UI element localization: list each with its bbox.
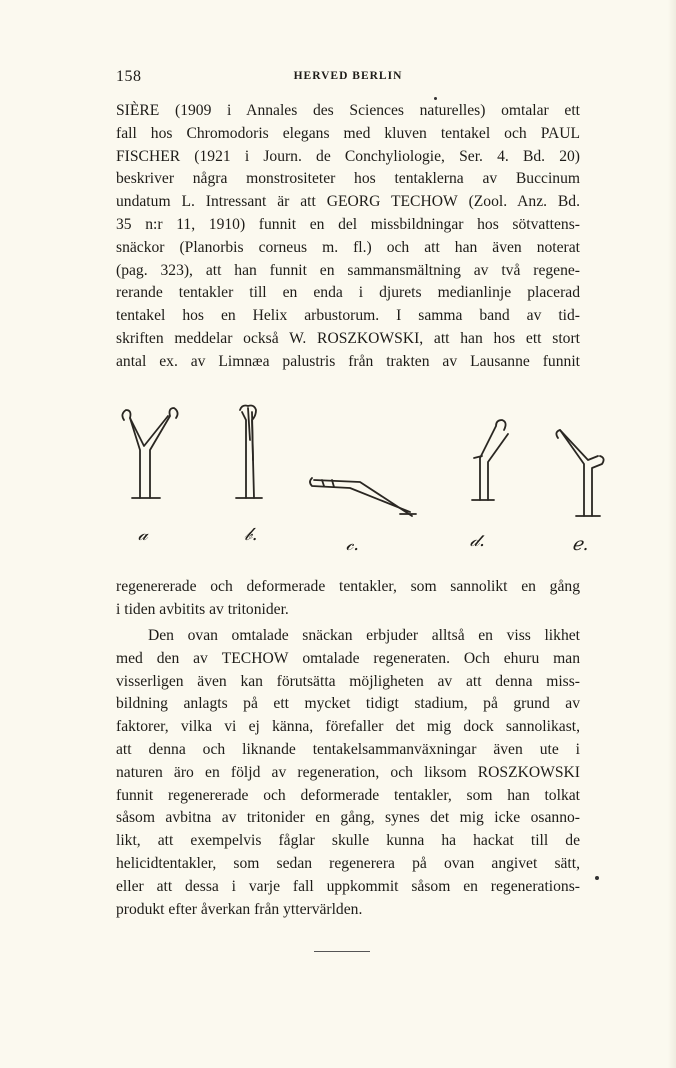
figure-label-a: 𝒶 <box>138 524 148 545</box>
text-line: 35 n:r 11, 1910) funnit en del missbildningar hos sötvattens- <box>116 215 580 233</box>
figure-label-b: 𝒷. <box>244 524 258 545</box>
paragraph-2 <box>116 576 580 622</box>
text-line: antal ex. av Limnæa palustris från trakten av Lausanne funnit <box>116 352 580 370</box>
text-line: produkt efter åverkan från yttervärlden. <box>116 900 363 918</box>
text-line: funnit regenererade och deformerade tentakler, som han tolkat <box>116 786 580 804</box>
tentacle-figure <box>110 400 610 560</box>
text-line: FISCHER (1921 i Journ. de Conchyliologie, Ser. 4. Bd. 20) <box>116 147 580 165</box>
text-line: att denna och liknande tentakelsammanväxningar även ute i <box>116 740 580 758</box>
text-line: undatum L. Intressant är att GEORG TECHOW (Zool. Anz. Bd. <box>116 193 580 211</box>
tentacle-b-drawing <box>236 406 262 499</box>
figure-label-d: 𝒹. <box>470 530 485 551</box>
figure-label-c: 𝒸. <box>346 534 359 555</box>
footnote-rule <box>314 951 370 952</box>
text-line: helicidtentakler, som sedan regenerera på ovan angivet sätt, <box>116 854 580 872</box>
text-line: Den ovan omtalade snäckan erbjuder alltså en viss likhet <box>148 627 580 644</box>
tentacle-c-drawing <box>310 478 416 516</box>
text-line: såsom avbitna av tritonider en gång, synes det mig icke osanno- <box>116 809 580 827</box>
tentacle-e-drawing <box>556 430 603 516</box>
text-line: beskriver några monstrositeter hos tentaklerna av Buccinum <box>116 170 580 188</box>
text-line: (pag. 323), att han funnit en sammansmältning av två regene- <box>116 261 580 279</box>
paragraph-3 <box>116 625 580 921</box>
tentacle-a-drawing <box>122 408 177 498</box>
text-line: SIÈRE (1909 i Annales des Sciences naturelles) omtalar ett <box>116 102 580 119</box>
tentacle-d-drawing <box>472 420 508 500</box>
page-number: 158 <box>116 68 142 85</box>
text-line: skriften meddelar också W. ROSZKOWSKI, att han hos ett stort <box>116 329 580 347</box>
running-head: HERVED BERLIN <box>293 70 403 82</box>
page-edge-shadow <box>668 0 676 1068</box>
text-line: tentakel hos en Helix arbustorum. I samma band av tid- <box>116 307 580 325</box>
ink-speck <box>595 876 599 880</box>
ink-speck <box>434 97 437 100</box>
figure-label-e: ℯ. <box>572 534 589 555</box>
page-header <box>116 68 580 90</box>
tentacle-drawings <box>110 400 610 560</box>
text-line: snäckor (Planorbis corneus m. fl.) och att han även noterat <box>116 238 580 256</box>
text-line: eller att dessa i varje fall uppkommit såsom en regenerations- <box>116 877 580 895</box>
text-line: likt, att exempelvis fåglar skulle kunna ha hackat till de <box>116 832 580 850</box>
paragraph-1 <box>116 100 580 374</box>
text-line: regenererade och deformerade tentakler, som sannolikt en gång <box>116 578 580 595</box>
text-line: faktorer, vilka vi ej känna, förefaller det mig dock sannolikast, <box>116 718 580 736</box>
text-line: bildning anlagts på ett mycket tidigt stadium, på grund av <box>116 695 580 713</box>
text-line: fall hos Chromodoris elegans med kluven tentakel och PAUL <box>116 124 580 142</box>
text-line: naturen äro en följd av regeneration, och liksom ROSZKOWSKI <box>116 763 580 781</box>
text-line: med den av TECHOW omtalade regeneraten. Och ehuru man <box>116 649 580 667</box>
text-line: visserligen även kan förutsätta möjligheten av att denna miss- <box>116 672 580 690</box>
text-line: i tiden avbitits av tritonider. <box>116 600 289 618</box>
text-line: rerande tentakler till en enda i djurets medianlinje placerad <box>116 284 580 302</box>
